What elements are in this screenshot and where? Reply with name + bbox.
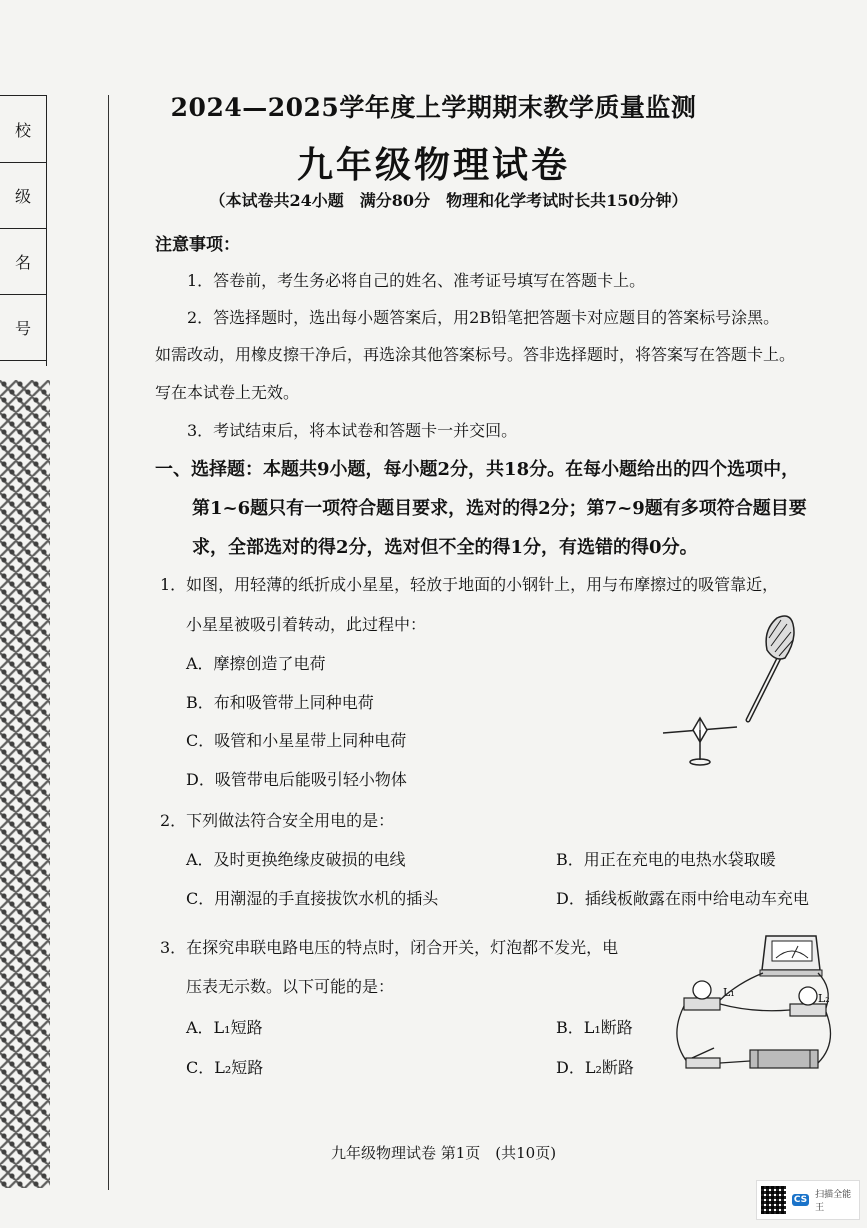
- section1-line3: 求，全部选对的得2分，选对但不全的得1分，有选错的得0分。: [192, 537, 698, 558]
- binding-cell-class: 级: [0, 162, 46, 229]
- q1-option-d: D．吸管带电后能吸引轻小物体: [186, 770, 407, 789]
- q3-fig-label-l1: L₁: [723, 986, 735, 999]
- q2-stem: 2．下列做法符合安全用电的是：: [160, 811, 395, 830]
- binding-cell-name: 名: [0, 228, 46, 295]
- q3-option-d: D．L₂断路: [556, 1058, 634, 1077]
- section1-line2: 第1~6题只有一项符合题目要求，选对的得2分；第7~9题有多项符合题目要: [192, 498, 807, 519]
- q2-option-a: A．及时更换绝缘皮破损的电线: [186, 850, 406, 869]
- notice-item-2-line2: 如需改动，用橡皮擦干净后，再选涂其他答案标号。答非选择题时，将答案写在答题卡上。: [155, 345, 796, 364]
- q1-stem-line2: 小星星被吸引着转动，此过程中：: [186, 615, 427, 634]
- exam-series-title: 2024—2025学年度上学期期末教学质量监测: [170, 93, 697, 122]
- q3-option-b: B．L₁断路: [556, 1018, 633, 1037]
- exam-subtitle: （本试卷共24小题 满分80分 物理和化学考试时长共150分钟）: [209, 191, 688, 210]
- q2-option-b: B．用正在充电的电热水袋取暖: [556, 850, 776, 869]
- q3-option-c: C．L₂短路: [186, 1058, 264, 1077]
- q3-stem-line2: 压表无示数。以下可能的是：: [186, 977, 395, 996]
- scanner-app-name: 扫描全能王: [815, 1190, 852, 1213]
- binding-decorative-pattern: [0, 380, 50, 1188]
- notice-item-1: 1．答卷前，考生务必将自己的姓名、准考证号填写在答题卡上。: [187, 271, 646, 290]
- q2-option-d: D．插线板敞露在雨中给电动车充电: [556, 889, 809, 908]
- section1-line1: 一、选择题：本题共9小题，每小题2分，共18分。在每小题给出的四个选项中，: [155, 459, 800, 480]
- q1-option-b: B．布和吸管带上同种电荷: [186, 693, 374, 712]
- notice-item-3: 3．考试结束后，将本试卷和答题卡一并交回。: [187, 421, 518, 440]
- notice-item-2-line1: 2．答选择题时，选出每小题答案后，用2B铅笔把答题卡对应题目的答案标号涂黑。: [187, 308, 780, 327]
- page-footer: 九年级物理试卷 第1页 (共10页): [330, 1144, 557, 1162]
- binding-box: [0, 95, 47, 366]
- notice-item-2-line3: 写在本试卷上无效。: [155, 383, 300, 402]
- scanner-logo: CS: [793, 1195, 808, 1205]
- scanner-watermark: [756, 1180, 860, 1220]
- q1-stem-line1: 1．如图，用轻薄的纸折成小星星，轻放于地面的小钢针上，用与布摩擦过的吸管靠近，: [160, 575, 779, 594]
- binding-divider-line: [108, 95, 109, 1190]
- notice-heading: 注意事项：: [155, 235, 240, 255]
- exam-title: 九年级物理试卷: [296, 144, 570, 186]
- q1-option-a: A．摩擦创造了电荷: [186, 654, 326, 673]
- q1-star-straw-figure: [655, 610, 805, 770]
- qr-code-icon: [761, 1186, 786, 1214]
- q1-option-c: C．吸管和小星星带上同种电荷: [186, 731, 407, 750]
- q3-fig-label-l2: L₂: [818, 992, 830, 1005]
- q3-option-a: A．L₁短路: [186, 1018, 263, 1037]
- q2-option-c: C．用潮湿的手直接拔饮水机的插头: [186, 889, 439, 908]
- binding-cell-number: 号: [0, 294, 46, 361]
- q3-stem-line1: 3．在探究串联电路电压的特点时，闭合开关，灯泡都不发光，电: [160, 938, 619, 957]
- binding-cell-school: 校: [0, 96, 46, 163]
- q3-circuit-figure: [668, 928, 838, 1083]
